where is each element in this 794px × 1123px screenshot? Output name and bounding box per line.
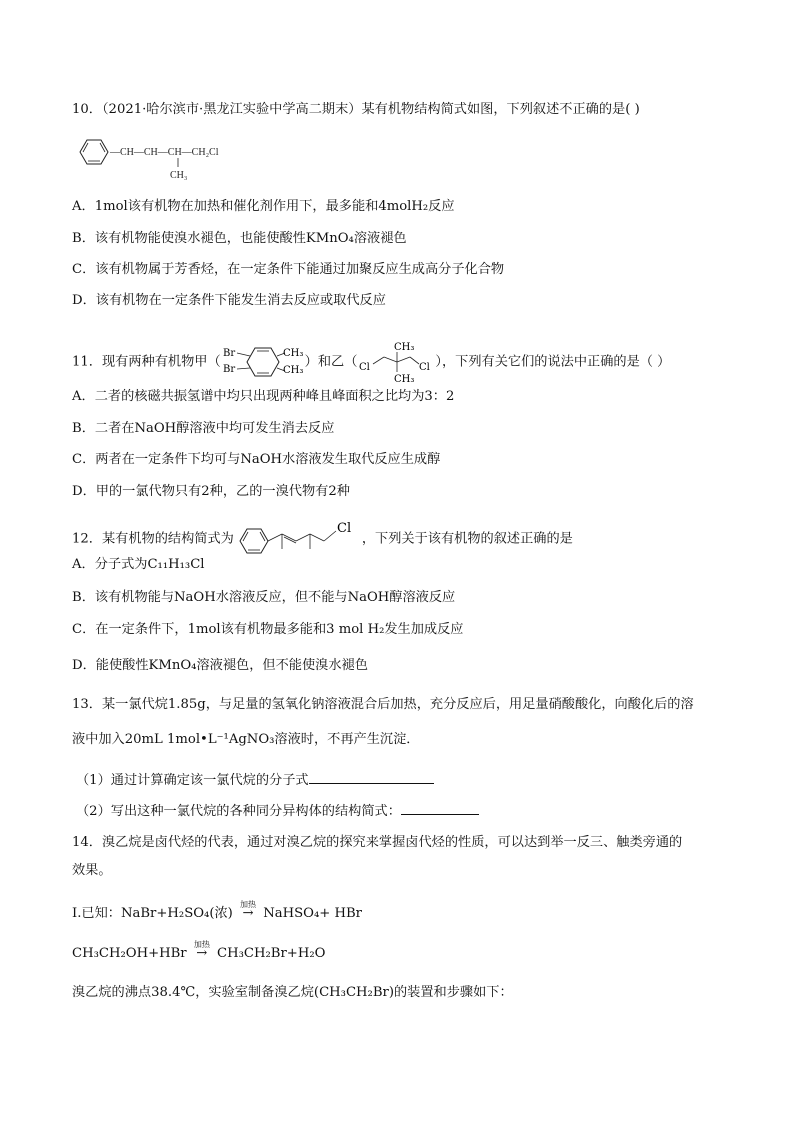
- q10-formula-main: —CH—CH—CH—CH₂Cl: [110, 147, 219, 158]
- q12-option-d: D．能使酸性KMnO₄溶液褪色，但不能使溴水褪色: [72, 658, 368, 673]
- q12-stem-a: 12．某有机物的结构简式为: [72, 531, 234, 547]
- q12-structure: [234, 519, 362, 559]
- q11-stem-b: ）和乙（: [304, 354, 358, 370]
- reaction-arrow-2: 加热 →: [191, 945, 213, 963]
- q13-answer-blank-1[interactable]: [309, 769, 434, 784]
- q12-stem-b: ，下列关于该有机物的叙述正确的是: [361, 531, 573, 547]
- q14-line-last: 溴乙烷的沸点38.4℃，实验室制备溴乙烷(CH₃CH₂Br)的装置和步骤如下：: [72, 985, 513, 1000]
- q14-line2: 效果。: [72, 863, 112, 878]
- q13-sub1-line: [76, 769, 434, 790]
- q11-yi-ch3-bottom: CH₃: [394, 374, 415, 384]
- q10-stem: 10．（2021·哈尔滨市·黑龙江实验中学高二期末）某有机物结构简式如图，下列叙述不正确的是( ): [72, 102, 640, 117]
- q12-option-a: A．分子式为C₁₁H₁₃Cl: [72, 557, 205, 572]
- q14-eq2-right: CH₃CH₂Br+H₂O: [217, 946, 326, 961]
- q11-yi-cl-right: Cl: [419, 362, 431, 373]
- q14-eq1-left: I.已知：NaBr+H₂SO₄(浓): [72, 906, 233, 921]
- q11-yi-structure: [357, 340, 435, 384]
- q13-sub1: （1）通过计算确定该一氯代烷的分子式: [76, 773, 309, 788]
- q11-jia-ch3-2: CH₃: [282, 365, 304, 376]
- q11-yi-ch3-top: CH₃: [394, 342, 415, 353]
- q10-option-d: D．该有机物在一定条件下能发生消去反应或取代反应: [72, 293, 386, 308]
- q10-option-a: A．1mol该有机物在加热和催化剂作用下，最多能和4molH₂反应: [72, 199, 455, 214]
- q11-jia-structure: [221, 342, 305, 382]
- reaction-arrow-1: 加热 →: [237, 905, 259, 923]
- q12-option-b: B．该有机物能与NaOH水溶液反应，但不能与NaOH醇溶液反应: [72, 590, 456, 605]
- q14-line1: 14．溴乙烷是卤代烃的代表，通过对溴乙烷的探究来掌握卤代烃的性质，可以达到举一反三、触类旁通的: [72, 835, 683, 850]
- q13-line1: 13．某一氯代烷1.85g，与足量的氢氧化钠溶液混合后加热，充分反应后，用足量硝酸酸化，向酸化后的溶: [72, 697, 694, 712]
- q10-option-c: C．该有机物属于芳香烃，在一定条件下能通过加聚反应生成高分子化合物: [72, 262, 505, 277]
- q13-sub2: （2）写出这种一氯代烷的各种同分异构体的结构简式：: [76, 804, 401, 819]
- q11-stem-c: ），下列有关它们的说法中正确的是（ ）: [435, 354, 671, 370]
- reaction-arrow-1-label: 加热: [240, 900, 257, 909]
- reaction-arrow-2-label: 加热: [193, 940, 210, 949]
- q11-option-b: B．二者在NaOH醇溶液中均可发生消去反应: [72, 421, 335, 436]
- q10-option-b: B．该有机物能使溴水褪色，也能使酸性KMnO₄溶液褪色: [72, 231, 407, 246]
- q11-yi-cl-left: Cl: [359, 362, 371, 373]
- q11-option-c: C．两者在一定条件下均可与NaOH水溶液发生取代反应生成醇: [72, 452, 441, 467]
- q11-jia-br2: Br: [222, 364, 235, 375]
- q11-option-d: D．甲的一氯代物只有2种，乙的一溴代物有2种: [72, 484, 350, 499]
- q14-eq1-right: NaHSO₄+ HBr: [263, 906, 362, 921]
- q11-jia-br1: Br: [222, 348, 235, 359]
- q13-answer-blank-2[interactable]: [401, 800, 479, 815]
- q12-option-c: C．在一定条件下，1mol该有机物最多能和3 mol H₂发生加成反应: [72, 622, 464, 637]
- q11-jia-ch3-1: CH₃: [282, 348, 304, 359]
- q13-line2: 液中加入20mL 1mol•L⁻¹AgNO₃溶液时，不再产生沉淀．: [72, 732, 420, 747]
- q11-stem-a: 11．现有两种有机物甲（: [72, 354, 221, 370]
- q11-option-a: A．二者的核磁共振氢谱中均只出现两种峰且峰面积之比均为3：2: [72, 389, 455, 404]
- q13-sub2-line: [76, 800, 479, 821]
- q10-structure: [72, 136, 272, 182]
- q14-eq2-left: CH₃CH₂OH+HBr: [72, 946, 187, 961]
- q14-equation-1: [72, 900, 362, 923]
- q10-formula-sub: CH₃: [170, 170, 188, 181]
- q11-stem-line: [72, 340, 670, 384]
- q14-equation-2: [72, 940, 326, 963]
- q12-structure-cl: Cl: [336, 521, 351, 536]
- q12-stem-line: [72, 519, 573, 559]
